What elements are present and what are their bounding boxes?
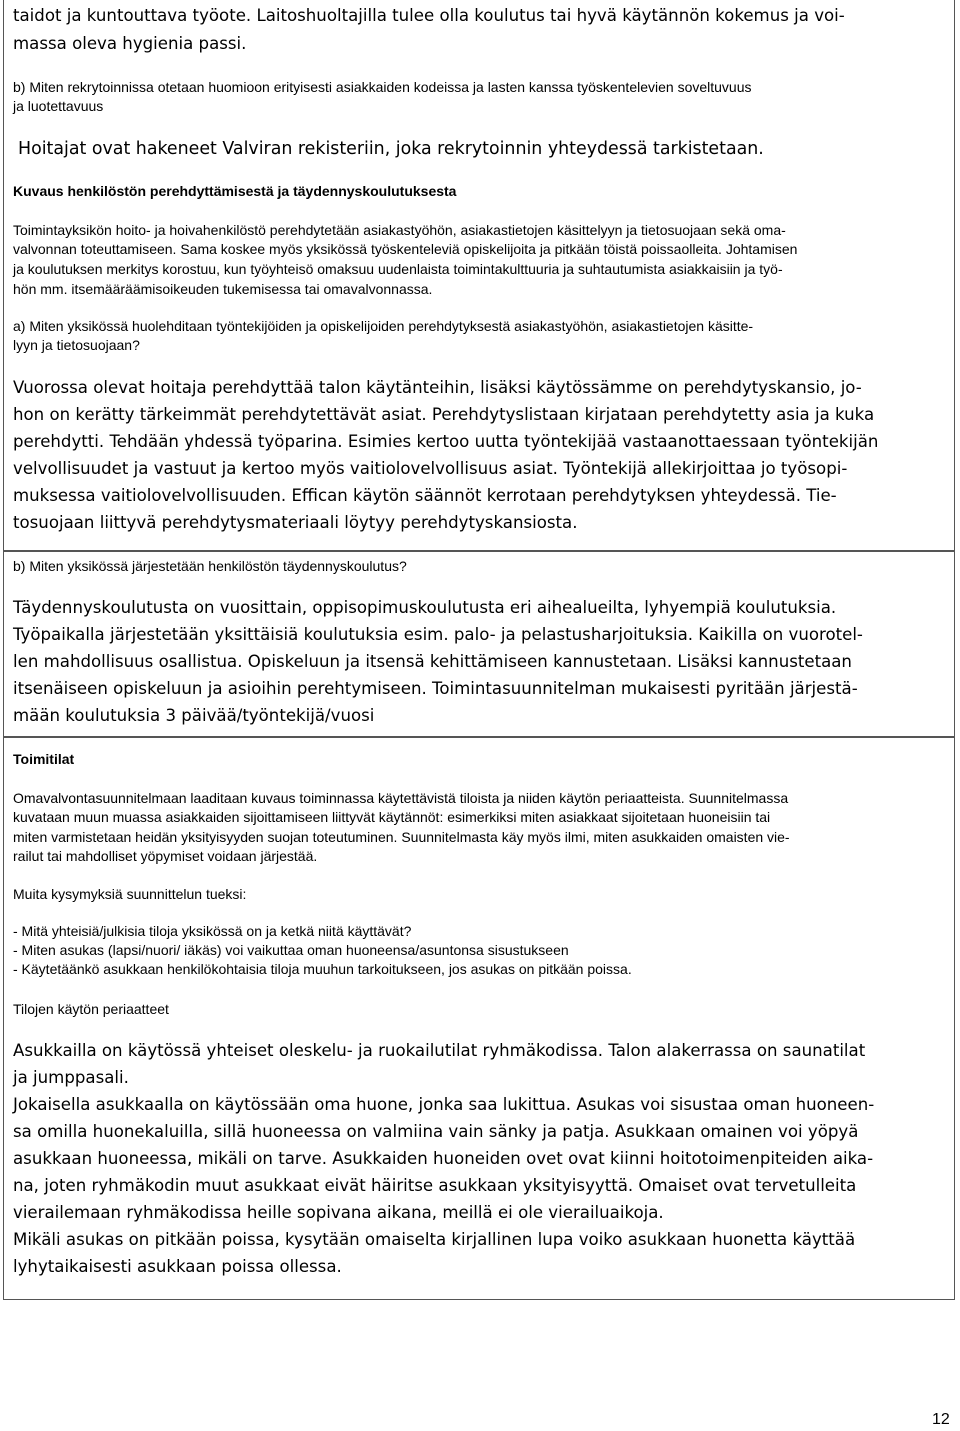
intro-line: massa oleva hygienia passi. <box>13 34 247 53</box>
answer-a-line: muksessa vaitiolovelvollisuuden. Effican käytön säännöt kerrotaan perehdytyksen yhteydessä. Tie- <box>13 486 837 505</box>
premises-paragraph-line: kuvataan muun muassa asiakkaiden sijoittamiseen liittyvät käytännöt: esimerkiksi miten asiakkaat sijoitetaan huoneisiin tai <box>13 809 771 825</box>
premises-answer-line: Asukkailla on käytössä yhteiset oleskelu- ja ruokailutilat ryhmäkodissa. Talon alakerrassa on saunatilat <box>13 1041 866 1060</box>
question-b2: b) Miten yksikössä järjestetään henkilöstön täydennyskoulutus? <box>13 558 407 574</box>
question-list-item: - Mitä yhteisiä/julkisia tiloja yksikössä on ja ketkä niitä käyttävät? <box>13 923 412 939</box>
paragraph-line: hön mm. itsemääräämisoikeuden tukemisessa tai omavalvonnassa. <box>13 281 433 297</box>
answer-b: Hoitajat ovat hakeneet Valviran rekisteriin, joka rekrytoinnin yhteydessä tarkistetaan. <box>18 139 764 159</box>
answer-a-line: Vuorossa olevat hoitaja perehdyttää talon käytänteihin, lisäksi käytössämme on perehdytyskansio, jo- <box>13 378 862 397</box>
premises-answer-line: na, joten ryhmäkodin muut asukkaat eivät häiritse asukkaan yksityisyyttä. Omaiset ovat tervetulleita <box>13 1176 857 1195</box>
paragraph-line: ja koulutuksen merkitys korostuu, kun työyhteisö omaksuu uudenlaista toimintakulttuuria ja suhtautumista asiakkaisiin ja työ- <box>13 261 783 277</box>
premises-paragraph-line: miten varmistetaan heidän yksityisyyden suojan toteutuminen. Suunnitelmasta käy myös ilmi, miten asukkaiden omaisten vie- <box>13 829 790 845</box>
intro-line: taidot ja kuntouttava työote. Laitoshuoltajilla tulee olla koulutus tai hyvä käytännön kokemus ja voi- <box>13 6 845 25</box>
question-a-line: a) Miten yksikössä huolehditaan työntekijöiden ja opiskelijoiden perehdytyksestä asiakastyöhön, asiakastietojen käsitte- <box>13 318 754 334</box>
premises-answer-line: Mikäli asukas on pitkään poissa, kysytään omaiselta kirjallinen lupa voiko asukkaan huonetta käyttää <box>13 1230 856 1249</box>
answer-a-line: velvollisuudet ja vastuut ja kertoo myös vaitiolovelvollisuus asiat. Työntekijä allekirjoittaa jo työsopi- <box>13 459 848 478</box>
answer-a-line: perehdytti. Tehdään yhdessä työparina. Esimies kertoo uutta työntekijää vastaanottaessaan työntekijän <box>13 432 879 451</box>
training-answer-line: Täydennyskoulutusta on vuosittain, oppisopimuskoulutusta eri aihealueilta, lyhyempiä koulutuksia. <box>13 598 837 617</box>
premises-answer-line: ja jumppasali. <box>13 1068 129 1087</box>
premises-paragraph-line: railut tai mahdolliset yöpymiset voidaan järjestää. <box>13 848 318 864</box>
premises-answer-line: vierailemaan ryhmäkodissa heille sopivana aikana, meillä ei ole vierailuaikoja. <box>13 1203 664 1222</box>
training-answer-line: itsenäiseen opiskeluun ja asioihin perehtymiseen. Toimintasuunnitelman mukaisesti pyritään järjestä- <box>13 679 858 698</box>
premises-subheading: Tilojen käytön periaatteet <box>13 1001 169 1017</box>
answer-a-line: tosuojaan liittyvä perehdytysmateriaali löytyy perehdytyskansiosta. <box>13 513 578 532</box>
premises-answer-line: lyhytaikaisesti asukkaan poissa ollessa. <box>13 1257 342 1276</box>
answer-a-line: hon on kerätty tärkeimmät perehdytettävät asiat. Perehdytyslistaan kirjataan perehdytetty asia ja kuka <box>13 405 875 424</box>
training-answer-line: len mahdollisuus osallistua. Opiskeluun ja itsensä kehittämiseen kannustetaan. Lisäksi kannustetaan <box>13 652 852 671</box>
question-list-item: - Käytetäänkö asukkaan henkilökohtaisia tiloja muuhun tarkoitukseen, jos asukas on pitkään poissa. <box>13 961 632 977</box>
premises-answer-line: asukkaan huoneessa, mikäli on tarve. Asukkaiden huoneiden ovet ovat kiinni hoitotoimenpiteiden aika- <box>13 1149 874 1168</box>
section-heading: Kuvaus henkilöstön perehdyttämisestä ja täydennyskoulutuksesta <box>13 183 457 199</box>
premises-answer-line: sa omilla huonekaluilla, sillä huoneessa on valmiina vain sänky ja patja. Asukkaan omainen voi yöpyä <box>13 1122 859 1141</box>
more-questions-label: Muita kysymyksiä suunnittelun tueksi: <box>13 886 247 902</box>
question-list-item: - Miten asukas (lapsi/nuori/ iäkäs) voi vaikuttaa oman huoneensa/asuntonsa sisustukseen <box>13 942 569 958</box>
paragraph-line: valvonnan toteuttamiseen. Sama koskee myös yksikössä työskenteleviä opiskelijoita ja pitkään töistä poissaolleita. Johtamisen <box>13 241 798 257</box>
premises-answer-line: Jokaisella asukkaalla on käytössään oma huone, jonka saa lukittua. Asukas voi sisustaa oman huoneen- <box>13 1095 875 1114</box>
premises-heading: Toimitilat <box>13 751 75 767</box>
training-answer-line: mään koulutuksia 3 päivää/työntekijä/vuosi <box>13 706 375 725</box>
question-b-line: ja luotettavuus <box>13 98 104 114</box>
question-a-line: lyyn ja tietosuojaan? <box>13 337 140 353</box>
page-number: 12 <box>932 1411 950 1428</box>
question-b-line: b) Miten rekrytoinnissa otetaan huomioon erityisesti asiakkaiden kodeissa ja lasten kanssa työskentelevien soveltuvuus <box>13 79 752 95</box>
premises-paragraph-line: Omavalvontasuunnitelmaan laaditaan kuvaus toiminnassa käytettävistä tiloista ja niiden käytön periaatteista. Suunnitelmassa <box>13 790 789 806</box>
training-answer-line: Työpaikalla järjestetään yksittäisiä koulutuksia esim. palo- ja pelastusharjoituksia. Kaikilla on vuorotel- <box>13 625 863 644</box>
paragraph-line: Toimintayksikön hoito- ja hoivahenkilöstö perehdytetään asiakastyöhön, asiakastietojen käsittelyyn ja tietosuojaan sekä oma- <box>13 222 786 238</box>
